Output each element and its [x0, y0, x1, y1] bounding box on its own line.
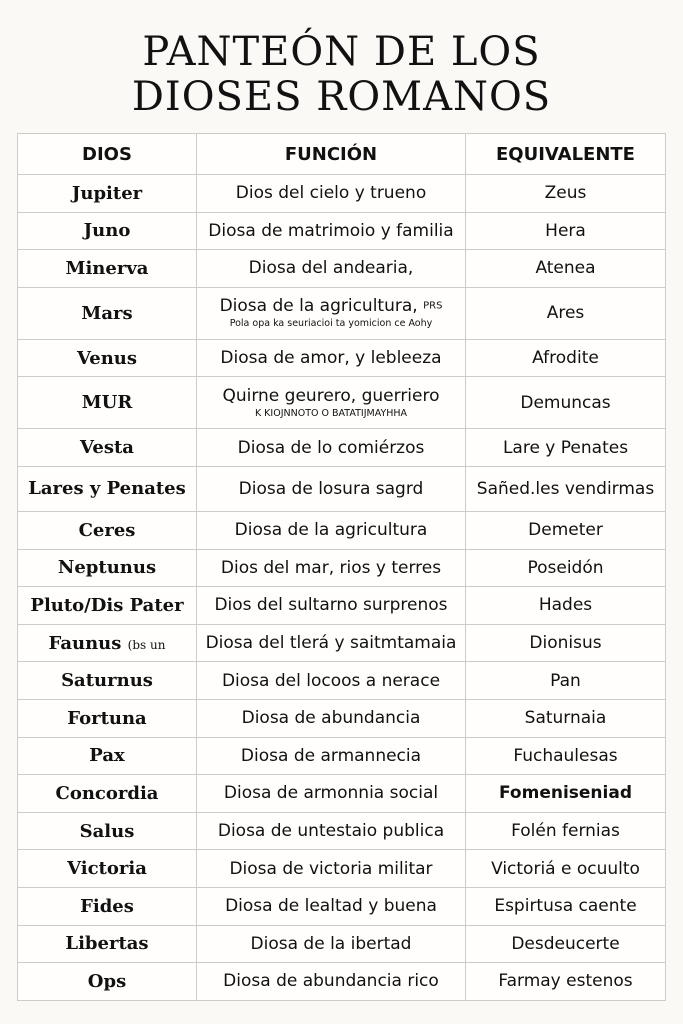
function-text: Diosa de abundancia rico — [223, 971, 439, 992]
header-god: DIOS — [18, 134, 197, 175]
cell-equivalent: Victoriá e ocuulto — [466, 850, 666, 888]
cell-god — [18, 175, 197, 213]
cell-function — [197, 812, 466, 850]
cell-function — [197, 175, 466, 213]
cell-function — [197, 775, 466, 813]
cell-equivalent: Hera — [466, 212, 666, 250]
cell-equivalent: Afrodite — [466, 339, 666, 377]
cell-god — [18, 250, 197, 288]
table-row — [18, 250, 666, 288]
table-row — [18, 887, 666, 925]
cell-equivalent: Pan — [466, 662, 666, 700]
table-row — [18, 466, 666, 511]
cell-god — [18, 775, 197, 813]
cell-equivalent: Demeter — [466, 511, 666, 549]
god-name: Pax — [89, 745, 125, 767]
table-row — [18, 775, 666, 813]
cell-god — [18, 812, 197, 850]
table-row — [18, 699, 666, 737]
god-name: Fides — [80, 895, 134, 917]
god-name: Fortuna — [67, 707, 147, 729]
cell-god — [18, 511, 197, 549]
function-text: Diosa de armonnia social — [223, 783, 439, 804]
function-text: Quirne geurero, guerriero — [222, 385, 440, 406]
function-subtext: K KIOJNNOTO O BATATIJMAYHHA — [254, 407, 408, 419]
cell-function — [197, 511, 466, 549]
table-row — [18, 737, 666, 775]
god-name: Concordia — [55, 782, 159, 804]
function-text: Diosa del locoos a nerace — [221, 670, 441, 691]
function-text: Dios del cielo y trueno — [235, 183, 427, 204]
function-text: Dios del sultarno surprenos — [214, 595, 448, 616]
cell-function — [197, 963, 466, 1001]
function-text: Diosa de untestaio publica — [217, 821, 445, 842]
cell-function — [197, 850, 466, 888]
cell-equivalent: Farmay estenos — [466, 963, 666, 1001]
page-title — [0, 30, 683, 120]
function-text: Diosa de la agricultura, — [219, 296, 418, 317]
god-name: Libertas — [65, 933, 149, 955]
cell-equivalent: Folén fernias — [466, 812, 666, 850]
cell-function — [197, 377, 466, 429]
cell-function — [197, 887, 466, 925]
cell-equivalent: Fuchaulesas — [466, 737, 666, 775]
table-row — [18, 377, 666, 429]
cell-function — [197, 287, 466, 339]
cell-god — [18, 963, 197, 1001]
cell-god — [18, 699, 197, 737]
function-text: Diosa de abundancia — [241, 708, 421, 729]
god-name: Victoria — [67, 858, 147, 880]
cell-god — [18, 662, 197, 700]
cell-god — [18, 850, 197, 888]
cell-function — [197, 250, 466, 288]
table-row — [18, 339, 666, 377]
table-row — [18, 662, 666, 700]
gods-table — [17, 133, 666, 1001]
cell-function — [197, 925, 466, 963]
god-name: Ops — [87, 970, 127, 992]
function-text: Diosa de losura sagrd — [238, 478, 424, 499]
table-row — [18, 287, 666, 339]
cell-god — [18, 287, 197, 339]
table-row — [18, 850, 666, 888]
cell-god — [18, 212, 197, 250]
cell-function — [197, 466, 466, 511]
cell-equivalent: Dionisus — [466, 624, 666, 662]
cell-god — [18, 925, 197, 963]
function-text: Dios del mar, rios y terres — [220, 557, 442, 578]
god-name: Pluto/Dis Pater — [30, 594, 184, 616]
cell-god — [18, 466, 197, 511]
function-text: Diosa del andearia, — [248, 258, 414, 279]
table-row — [18, 511, 666, 549]
god-tag: (bs un — [127, 637, 166, 652]
function-text: Diosa de armannecia — [240, 745, 422, 766]
function-text: Diosa de la agricultura — [234, 520, 428, 541]
god-name: Jupiter — [71, 182, 143, 204]
cell-god — [18, 737, 197, 775]
cell-equivalent: Hades — [466, 587, 666, 625]
god-name: Saturnus — [61, 670, 153, 692]
table-row — [18, 549, 666, 587]
cell-function — [197, 624, 466, 662]
cell-god — [18, 624, 197, 662]
function-text: Diosa de amor, y lebleeza — [220, 348, 442, 369]
cell-function — [197, 662, 466, 700]
cell-function — [197, 737, 466, 775]
cell-equivalent: Lare y Penates — [466, 429, 666, 467]
cell-god — [18, 587, 197, 625]
cell-equivalent: Poseidón — [466, 549, 666, 587]
table-row — [18, 175, 666, 213]
cell-function — [197, 339, 466, 377]
cell-equivalent: Desdeucerte — [466, 925, 666, 963]
function-text: Diosa del tlerá y saitmtamaia — [205, 633, 457, 654]
god-name: Minerva — [65, 257, 149, 279]
function-text: Diosa de victoria militar — [229, 858, 433, 879]
cell-equivalent: Zeus — [466, 175, 666, 213]
cell-equivalent: Ares — [466, 287, 666, 339]
cell-god — [18, 429, 197, 467]
god-name: Neptunus — [57, 557, 157, 579]
table-row — [18, 812, 666, 850]
cell-god — [18, 377, 197, 429]
header-function: FUNCIÓN — [197, 134, 466, 175]
function-text: Diosa de lo comiérzos — [237, 437, 425, 458]
god-name: Faunus — [48, 632, 122, 654]
function-text: Diosa de matrimoio y familia — [208, 220, 454, 241]
cell-equivalent: Espirtusa caente — [466, 887, 666, 925]
function-subtext: Pola opa ka seuriacioi ta yomicion ce Aohy — [229, 318, 433, 330]
god-name: Lares y Penates — [28, 478, 186, 500]
table-row — [18, 963, 666, 1001]
function-text: Diosa de lealtad y buena — [225, 896, 437, 917]
god-name: Salus — [79, 820, 135, 842]
god-name: Juno — [83, 220, 131, 242]
god-name: Mars — [81, 302, 133, 324]
cell-function — [197, 699, 466, 737]
god-name: Vesta — [80, 437, 134, 459]
table-header-row — [18, 134, 666, 175]
cell-god — [18, 887, 197, 925]
cell-god — [18, 339, 197, 377]
cell-equivalent: Atenea — [466, 250, 666, 288]
title-line-2: DIOSES ROMANOS — [131, 74, 552, 120]
table-row — [18, 624, 666, 662]
table-row — [18, 212, 666, 250]
cell-equivalent: Saturnaia — [466, 699, 666, 737]
header-equivalent: EQUIVALENTE — [466, 134, 666, 175]
cell-god — [18, 549, 197, 587]
god-name: Ceres — [78, 519, 136, 541]
cell-equivalent: Demuncas — [466, 377, 666, 429]
cell-function — [197, 549, 466, 587]
cell-function — [197, 212, 466, 250]
cell-equivalent: Fomeniseniad — [466, 775, 666, 813]
cell-function — [197, 587, 466, 625]
table-row — [18, 429, 666, 467]
title-line-1: PANTEÓN DE LOS — [142, 29, 541, 75]
god-name: Venus — [76, 347, 138, 369]
table-row — [18, 587, 666, 625]
function-tag: PRS — [423, 300, 443, 312]
function-text: Diosa de la ibertad — [250, 933, 412, 954]
cell-function — [197, 429, 466, 467]
cell-equivalent: Sañed.les vendirmas — [466, 466, 666, 511]
table-row — [18, 925, 666, 963]
god-name: MUR — [81, 392, 133, 414]
